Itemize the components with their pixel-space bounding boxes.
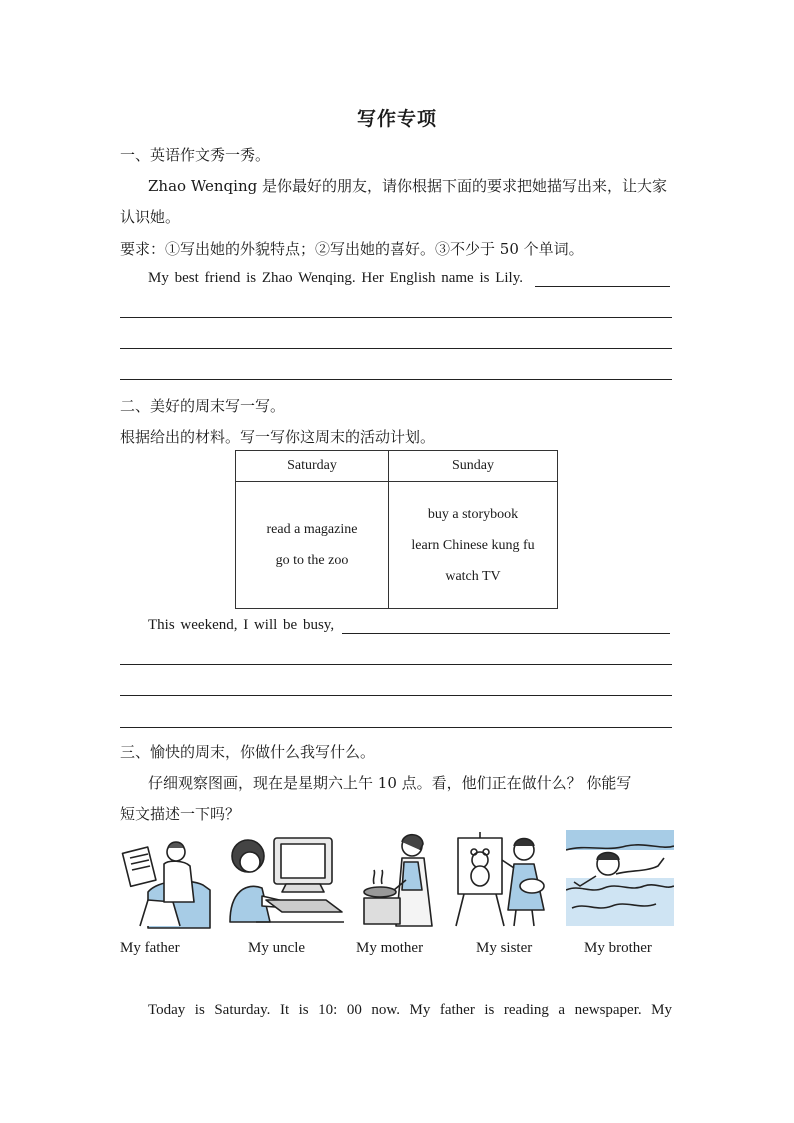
caption-mother: My mother [356, 940, 424, 956]
sister-painting-icon [452, 830, 552, 930]
answer-line[interactable] [120, 317, 672, 318]
list-item: read a magazine [266, 522, 358, 537]
sunday-activities [389, 482, 558, 609]
section2-heading: 二、美好的周末写一写。 [120, 397, 286, 415]
section2-instruction: 根据给出的材料。写一写你这周末的活动计划。 [120, 428, 436, 446]
uncle-using-computer-icon [226, 830, 346, 930]
section1-heading: 一、英语作文秀一秀。 [120, 146, 271, 164]
table-header-saturday: Saturday [236, 451, 389, 482]
section1-starter: My best friend is Zhao Wenqing. Her English name is Lily. [148, 270, 523, 286]
father-reading-newspaper-icon [118, 830, 213, 930]
list-item: watch TV [445, 568, 501, 584]
section3-sample-text: Today is Saturday. It is 10: 00 now. My father is reading a newspaper. My [148, 1002, 672, 1018]
caption-uncle: My uncle [248, 940, 306, 956]
table-header-sunday: Sunday [389, 451, 558, 482]
section1-prompt-line1: Zhao Wenqing 是你最好的朋友，请你根据下面的要求把她描写出来，让大家 [148, 177, 667, 195]
answer-line[interactable] [120, 379, 672, 380]
brother-swimming-icon [566, 830, 674, 930]
answer-line[interactable] [342, 633, 670, 634]
list-item: go to the zoo [275, 553, 349, 568]
section3-heading: 三、愉快的周末，你做什么我写什么。 [120, 743, 376, 761]
answer-line[interactable] [535, 286, 670, 287]
caption-sister: My sister [476, 940, 533, 956]
answer-line[interactable] [120, 664, 672, 665]
section1-prompt-line2: 认识她。 [120, 208, 181, 226]
caption-brother: My brother [584, 940, 652, 956]
weekend-plan-table [235, 450, 558, 609]
list-item: buy a storybook [427, 506, 519, 522]
saturday-activities [236, 482, 389, 609]
answer-line[interactable] [120, 695, 672, 696]
mother-cooking-icon [360, 830, 440, 930]
section1-requirements: 要求：①写出她的外貌特点；②写出她的喜好。③不少于 50 个单词。 [120, 240, 584, 258]
section3-prompt-line1: 仔细观察图画，现在是星期六上午 10 点。看，他们正在做什么？ 你能写 [148, 774, 632, 792]
list-item: learn Chinese kung fu [411, 537, 535, 553]
section3-prompt-line2: 短文描述一下吗？ [120, 805, 241, 823]
answer-line[interactable] [120, 727, 672, 728]
section2-starter: This weekend, I will be busy, [148, 617, 335, 633]
caption-father: My father [120, 940, 180, 956]
page-title: 写作专项 [356, 108, 437, 130]
answer-line[interactable] [120, 348, 672, 349]
